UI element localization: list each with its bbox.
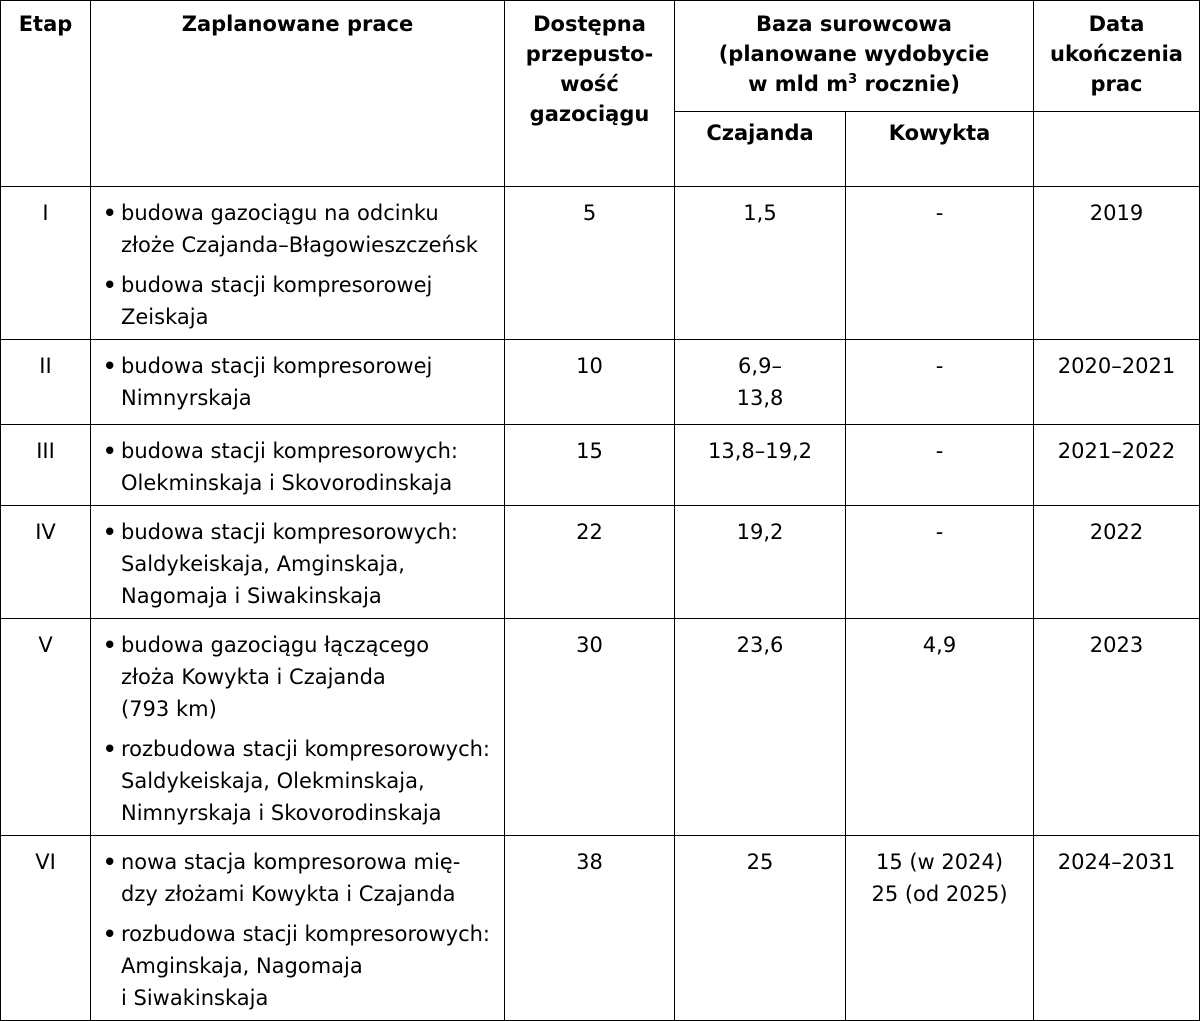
czajanda-value: 13,8	[736, 386, 784, 410]
header-base-unit-rest: rocznie)	[857, 72, 960, 96]
header-capacity-line-3: wość	[560, 72, 619, 96]
header-capacity-line-4: gazociągu	[529, 102, 650, 126]
bullet-icon: •	[103, 273, 117, 297]
header-base-line-2: (planowane wydobycie	[718, 42, 990, 66]
work-item-text	[121, 350, 498, 414]
table-row	[1, 187, 1200, 340]
capacity-cell: 15	[505, 425, 675, 506]
czajanda-cell	[675, 619, 846, 836]
table-row	[1, 340, 1200, 425]
work-item	[103, 733, 498, 829]
work-item-line: Amginskaja, Nagomaja	[121, 954, 363, 978]
work-item-line: Zeiskaja	[121, 305, 209, 329]
header-capacity-line-2: przepusto-	[525, 42, 654, 66]
work-item-line: rozbudowa stacji kompresorowych:	[121, 922, 490, 946]
bullet-icon: •	[103, 520, 117, 544]
header-planned-works: Zaplanowane prace	[91, 1, 505, 187]
kowykta-value: -	[935, 354, 944, 378]
work-item-text	[121, 197, 498, 261]
kowykta-cell	[846, 506, 1034, 619]
czajanda-cell	[675, 340, 846, 425]
capacity-cell: 22	[505, 506, 675, 619]
work-item-line: nowa stacja kompresorowa mię-	[121, 850, 461, 874]
table-row	[1, 506, 1200, 619]
bullet-icon: •	[103, 633, 117, 657]
kowykta-value: -	[935, 520, 944, 544]
header-etap: Etap	[1, 1, 91, 187]
etap-cell: IV	[1, 506, 91, 619]
czajanda-value: 25	[746, 850, 774, 874]
table-row	[1, 836, 1200, 1021]
bullet-icon: •	[103, 201, 117, 225]
header-capacity-line-1: Dostępna	[533, 12, 646, 36]
czajanda-cell	[675, 836, 846, 1021]
etap-cell: III	[1, 425, 91, 506]
header-date-line-3: prac	[1090, 72, 1143, 96]
work-item-line: Nimnyrskaja i Skovorodinskaja	[121, 801, 442, 825]
table-row	[1, 619, 1200, 836]
kowykta-value: 4,9	[922, 633, 957, 657]
work-item-line: budowa stacji kompresorowej	[121, 273, 433, 297]
work-item-line: (793 km)	[121, 697, 217, 721]
work-item-line: i Siwakinskaja	[121, 986, 269, 1010]
czajanda-value: 19,2	[736, 520, 784, 544]
planned-works-cell	[91, 506, 505, 619]
capacity-cell: 10	[505, 340, 675, 425]
header-date-empty	[1034, 112, 1200, 187]
work-item-text	[121, 269, 498, 333]
completion-date-cell: 2022	[1034, 506, 1200, 619]
work-item-text	[121, 918, 498, 1014]
work-item	[103, 629, 498, 725]
kowykta-cell	[846, 340, 1034, 425]
work-item	[103, 918, 498, 1014]
work-item	[103, 197, 498, 261]
kowykta-value: -	[935, 201, 944, 225]
work-item-line: budowa stacji kompresorowej	[121, 354, 433, 378]
bullet-icon: •	[103, 922, 117, 946]
header-completion-date	[1034, 1, 1200, 112]
header-base-line-3	[675, 69, 1033, 99]
czajanda-cell	[675, 425, 846, 506]
work-item-line: Nimnyrskaja	[121, 386, 252, 410]
bullet-icon: •	[103, 737, 117, 761]
kowykta-cell	[846, 836, 1034, 1021]
czajanda-value: 6,9–	[738, 354, 782, 378]
kowykta-value: -	[935, 439, 944, 463]
header-base-unit-superscript: 3	[848, 72, 858, 87]
capacity-cell: 30	[505, 619, 675, 836]
czajanda-value: 23,6	[736, 633, 784, 657]
bullet-icon: •	[103, 850, 117, 874]
work-item-text	[121, 733, 498, 829]
table-row	[1, 425, 1200, 506]
work-item-line: budowa stacji kompresorowych:	[121, 439, 458, 463]
work-item	[103, 435, 498, 499]
work-item-line: budowa gazociągu na odcinku	[121, 201, 439, 225]
planned-works-cell	[91, 340, 505, 425]
completion-date-cell: 2021–2022	[1034, 425, 1200, 506]
etap-cell: II	[1, 340, 91, 425]
czajanda-value: 13,8–19,2	[707, 439, 812, 463]
etap-cell: I	[1, 187, 91, 340]
kowykta-cell	[846, 187, 1034, 340]
header-kowykta: Kowykta	[846, 112, 1034, 187]
work-item-text	[121, 629, 498, 725]
work-item	[103, 350, 498, 414]
work-item-text	[121, 846, 498, 910]
capacity-cell: 38	[505, 836, 675, 1021]
kowykta-cell	[846, 425, 1034, 506]
header-base-unit: w mld m	[748, 72, 849, 96]
work-item-line: Olekminskaja i Skovorodinskaja	[121, 471, 453, 495]
completion-date-cell: 2020–2021	[1034, 340, 1200, 425]
czajanda-value: 1,5	[743, 201, 777, 225]
header-pipeline-capacity	[505, 1, 675, 187]
work-item	[103, 516, 498, 612]
work-item-line: dzy złożami Kowykta i Czajanda	[121, 882, 456, 906]
work-item-line: Saldykeiskaja, Amginskaja,	[121, 552, 405, 576]
table-body	[1, 187, 1200, 1021]
work-item-line: Nagomaja i Siwakinskaja	[121, 584, 382, 608]
work-item-line: budowa stacji kompresorowych:	[121, 520, 458, 544]
header-base-line-1: Baza surowcowa	[756, 12, 952, 36]
czajanda-cell	[675, 506, 846, 619]
work-item-text	[121, 435, 498, 499]
completion-date-cell: 2024–2031	[1034, 836, 1200, 1021]
header-row-1	[1, 1, 1200, 112]
etap-cell: VI	[1, 836, 91, 1021]
kowykta-value: 15 (w 2024)	[875, 850, 1004, 874]
header-date-line-1: Data	[1088, 12, 1145, 36]
work-item-line: Saldykeiskaja, Olekminskaja,	[121, 769, 425, 793]
etap-cell: V	[1, 619, 91, 836]
work-item-line: złoża Kowykta i Czajanda	[121, 665, 386, 689]
header-date-line-2: ukończenia	[1050, 42, 1183, 66]
planned-works-cell	[91, 619, 505, 836]
planned-works-cell	[91, 425, 505, 506]
bullet-icon: •	[103, 354, 117, 378]
header-resource-base	[675, 1, 1034, 112]
bullet-icon: •	[103, 439, 117, 463]
work-item-line: budowa gazociągu łączącego	[121, 633, 430, 657]
header-czajanda: Czajanda	[675, 112, 846, 187]
kowykta-value: 25 (od 2025)	[871, 882, 1008, 906]
work-item-line: rozbudowa stacji kompresorowych:	[121, 737, 490, 761]
kowykta-cell	[846, 619, 1034, 836]
completion-date-cell: 2023	[1034, 619, 1200, 836]
work-item	[103, 846, 498, 910]
completion-date-cell: 2019	[1034, 187, 1200, 340]
planned-works-cell	[91, 187, 505, 340]
work-item-text	[121, 516, 498, 612]
czajanda-cell	[675, 187, 846, 340]
capacity-cell: 5	[505, 187, 675, 340]
work-item-line: złoże Czajanda–Błagowieszczeńsk	[121, 233, 478, 257]
work-item	[103, 269, 498, 333]
planned-works-cell	[91, 836, 505, 1021]
